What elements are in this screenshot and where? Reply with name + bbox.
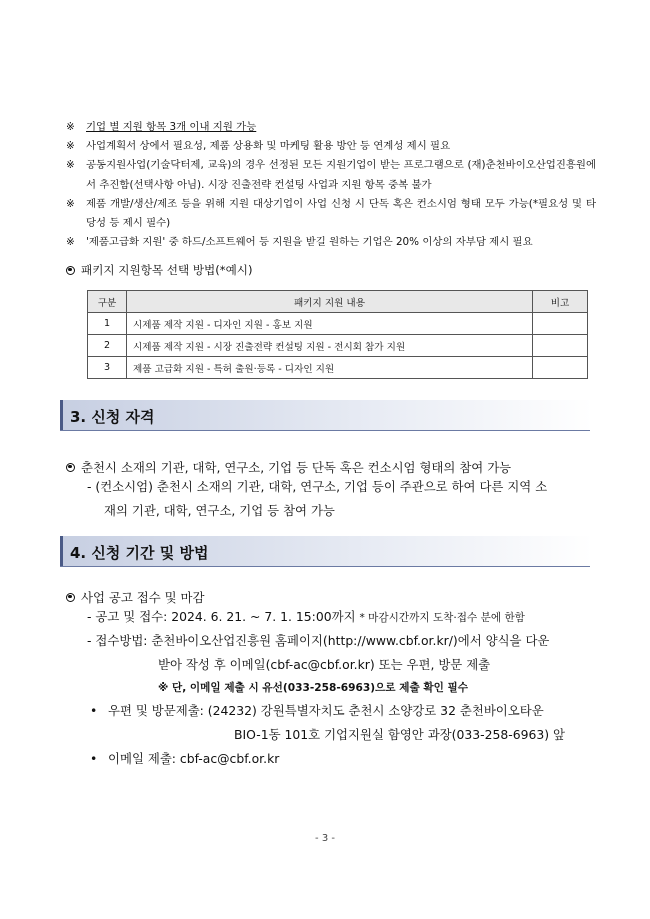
section-4-header xyxy=(60,536,593,567)
row-remark xyxy=(533,357,588,379)
column-header: 패키지 지원 내용 xyxy=(127,291,533,313)
method-note: ※ 단, 이메일 제출 시 유선(033-258-6963)으로 제출 확인 필수 xyxy=(158,682,468,694)
note-mark: ※ xyxy=(66,140,75,153)
bullet-dot: • xyxy=(90,703,98,718)
row-number: 3 xyxy=(88,357,127,379)
post-line-1 xyxy=(90,699,544,723)
column-header: 비고 xyxy=(533,291,588,313)
section-4-title: 4. 신청 기간 및 방법 xyxy=(70,544,209,562)
column-header: 구분 xyxy=(88,291,127,313)
section-3-item-text: 춘천시 소재의 기관, 대학, 연구소, 기업 등 단독 혹은 컨소시엄 형태의 참여 가능 xyxy=(81,460,512,475)
circle-bullet-icon xyxy=(66,593,75,602)
row-number: 2 xyxy=(88,335,127,357)
note-item xyxy=(66,156,596,194)
period-note: * 마감시간까지 도착·접수 분에 한함 xyxy=(359,612,525,624)
note-text: 기업 별 지원 항목 3개 이내 지원 가능 xyxy=(86,121,257,133)
table-row xyxy=(88,335,588,357)
page-number: - 3 - xyxy=(315,833,335,844)
note-text: 제품 개발/생산/제조 등을 위해 지원 대상기업이 사업 신청 시 단독 혹은 컨소시엄 형태 모두 가능(*필요성 및 타당성 등 제시 필수) xyxy=(86,197,596,230)
row-remark xyxy=(533,335,588,357)
table-row xyxy=(88,313,588,335)
note-text: '제품고급화 지원' 중 하드/소프트웨어 등 지원을 받길 원하는 기업은 20% 이상의 자부담 제시 필요 xyxy=(86,236,533,249)
note-item xyxy=(66,195,596,233)
method-line-1: - 접수방법: 춘천바이오산업진흥원 홈페이지(http://www.cbf.or.kr/)에서 양식을 다운 xyxy=(87,633,550,648)
row-content: 시제품 제작 지원 - 디자인 지원 - 홍보 지원 xyxy=(127,313,533,335)
note-item xyxy=(66,118,596,137)
note-item xyxy=(66,233,596,252)
note-text: 공동지원사업(기술닥터제, 교육)의 경우 선정된 모든 지원기업이 받는 프로그램으로 (재)춘천바이오산업진흥원에서 추진함(선택사항 아님). 시장 진출전략 컨설팅 사업과 지원 항목 중복 불가 xyxy=(86,159,596,191)
section-3-sub-line-1: - (컨소시엄) 춘천시 소재의 기관, 대학, 연구소, 기업 등이 주관으로 하여 다른 지역 소 xyxy=(87,479,548,494)
row-content: 제품 고급화 지원 - 특허 출원·등록 - 디자인 지원 xyxy=(127,357,533,379)
section-3-item xyxy=(66,458,511,476)
note-mark: ※ xyxy=(66,159,75,172)
note-text: 사업계획서 상에서 필요성, 제품 상용화 및 마케팅 활용 방안 등 연계성 제시 필요 xyxy=(86,140,451,153)
section-underline xyxy=(60,430,590,431)
package-heading xyxy=(66,262,253,278)
method-line-2: 받아 작성 후 이메일(cbf-ac@cbf.or.kr) 또는 우편, 방문 제출 xyxy=(158,657,491,672)
note-mark: ※ xyxy=(66,197,75,210)
section-4-item-text: 사업 공고 접수 및 마감 xyxy=(81,590,205,605)
bullet-dot: • xyxy=(90,751,98,766)
row-number: 1 xyxy=(88,313,127,335)
package-table xyxy=(87,290,588,379)
row-content: 시제품 제작 지원 - 시장 진출전략 컨설팅 지원 - 전시회 참가 지원 xyxy=(127,335,533,357)
section-3-title: 3. 신청 자격 xyxy=(70,408,155,426)
post-line-1-text: 우편 및 방문제출: (24232) 강원특별자치도 춘천시 소양강로 32 춘천바이오타운 xyxy=(108,703,544,718)
table-header-row xyxy=(88,291,588,313)
note-mark: ※ xyxy=(66,236,75,249)
section-3-header xyxy=(60,400,593,431)
section-4-item xyxy=(66,588,204,606)
circle-bullet-icon xyxy=(66,266,75,275)
row-remark xyxy=(533,313,588,335)
notes-list xyxy=(66,118,596,252)
circle-bullet-icon xyxy=(66,463,75,472)
post-line-2: BIO-1동 101호 기업지원실 함영안 과장(033-258-6963) 앞 xyxy=(234,727,565,742)
email-line xyxy=(90,747,279,771)
package-heading-text: 패키지 지원항목 선택 방법(*예시) xyxy=(81,263,253,277)
note-mark: ※ xyxy=(66,121,75,133)
table-row xyxy=(88,357,588,379)
section-underline xyxy=(60,566,590,567)
period-label: - 공고 및 접수: 2024. 6. 21. ~ 7. 1. 15:00까지 xyxy=(87,609,356,624)
period-line xyxy=(87,605,525,630)
section-3-sub-line-2: 재의 기관, 대학, 연구소, 기업 등 참여 가능 xyxy=(104,503,335,518)
email-line-text: 이메일 제출: cbf-ac@cbf.or.kr xyxy=(108,751,280,766)
note-item xyxy=(66,137,596,156)
